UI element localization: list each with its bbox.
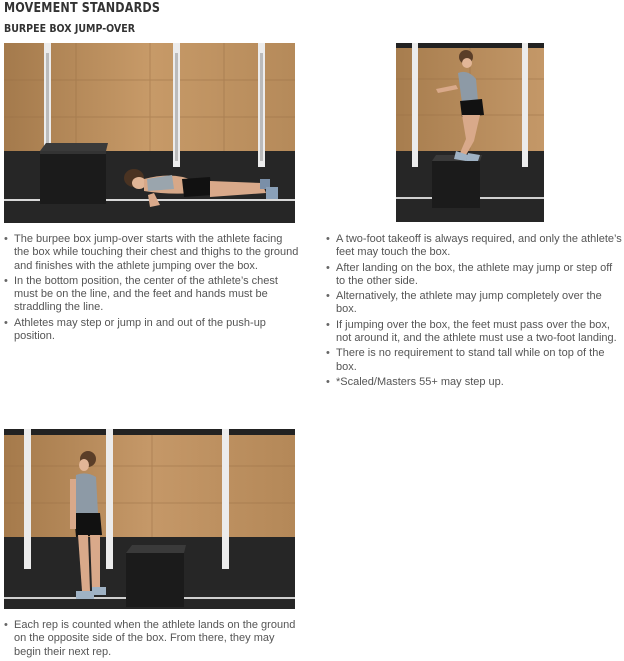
bottom-position-bullets: [4, 233, 300, 345]
list-item: • Each rep is counted when the athlete lands on the ground on the opposite side of the box. From there, they may begin their next rep.: [4, 619, 300, 659]
page-subtitle: BURPEE BOX JUMP-OVER: [4, 22, 136, 35]
rep-count-bullets: [4, 619, 300, 661]
athlete-on-box-photo: [396, 43, 544, 222]
list-item: • In the bottom position, the center of the athlete’s chest must be on the line, and the feet and hands must be straddling the line.: [4, 275, 300, 315]
list-item: • *Scaled/Masters 55+ may step up.: [326, 376, 622, 389]
athlete-landing-photo: [4, 429, 295, 609]
list-item: • The burpee box jump-over starts with the athlete facing the box while touching their chest and thighs to the ground and finishes with the athlete jumping over the box.: [4, 233, 300, 273]
page-title: MOVEMENT STANDARDS: [4, 1, 161, 16]
list-item: • If jumping over the box, the feet must pass over the box, not around it, and the athlete must use a two-foot landing.: [326, 319, 622, 346]
list-item: • There is no requirement to stand tall while on top of the box.: [326, 347, 622, 374]
athlete-bottom-position-photo: [4, 43, 295, 223]
list-item: • After landing on the box, the athlete may jump or step off to the other side.: [326, 262, 622, 289]
list-item: • Alternatively, the athlete may jump completely over the box.: [326, 290, 622, 317]
list-item: • A two-foot takeoff is always required, and only the athlete’s feet may touch the box.: [326, 233, 622, 260]
list-item: • Athletes may step or jump in and out of the push-up position.: [4, 317, 300, 344]
jump-rules-bullets: [326, 233, 622, 391]
